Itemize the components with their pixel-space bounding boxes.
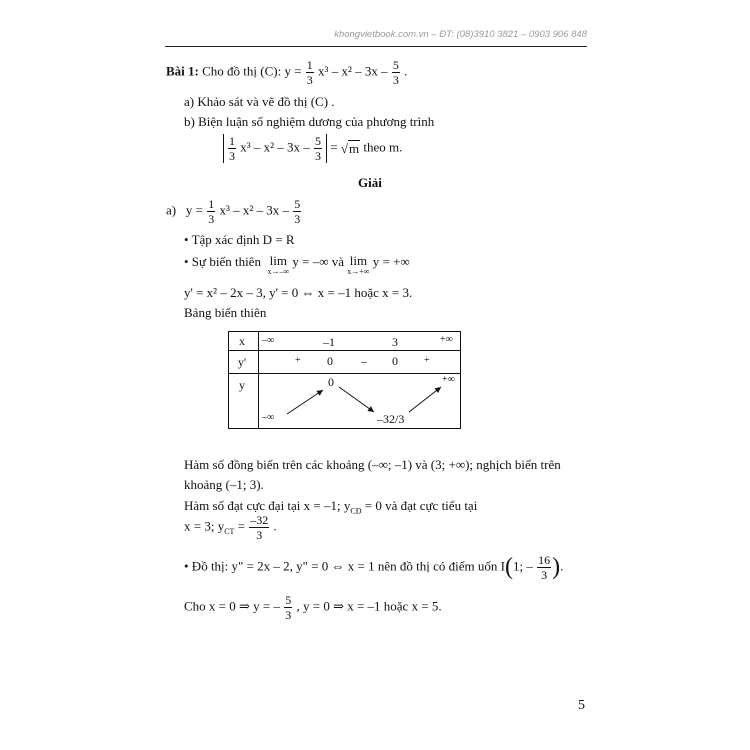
table-y-min: –32/3 xyxy=(377,412,405,426)
table-y-neg-inf: –∞ xyxy=(262,412,275,423)
variation-table xyxy=(228,331,461,429)
y-equals: y = xyxy=(185,202,203,218)
derivative-line: y' = x² – 2x – 3, y' = 0 ⇔ x = –1 hoặc x = 3. xyxy=(184,285,413,300)
fraction: $\frac{1}{3}$ xyxy=(208,197,215,226)
extrema-line-2: x = 3; $y_{CT}$ = $\frac{-32}{3}$ . xyxy=(184,513,277,542)
limit: lim x→–∞ xyxy=(267,253,290,276)
table-x-value: +∞ xyxy=(440,334,453,345)
square-root: √m xyxy=(340,140,360,156)
fraction: $\frac{5}{3}$ xyxy=(294,197,301,226)
page-number: 5 xyxy=(578,698,585,713)
solution-title: Giải xyxy=(358,175,382,190)
variation-arrows xyxy=(229,332,460,428)
equals-sign: = xyxy=(330,139,338,155)
table-yp-value: 0 xyxy=(327,354,333,368)
part-b: b) Biện luận số nghiệm dương của phương trình xyxy=(184,114,435,129)
fraction: $\frac{5}{3}$ xyxy=(285,593,292,622)
fraction: $\frac{-32}{3}$ xyxy=(250,513,269,542)
table-yp-label: y' xyxy=(238,355,247,369)
table-x-value: 3 xyxy=(392,335,398,349)
formula-text: x³ – x² – 3x – xyxy=(318,63,388,79)
arrow-down xyxy=(339,387,374,412)
problem-intro: Cho đồ thị (C): y = xyxy=(202,63,302,79)
formula-end: . xyxy=(404,63,408,79)
label-a: a) xyxy=(166,202,177,218)
table-x-value: –1 xyxy=(323,335,335,349)
fraction: $\frac{1}{3}$ xyxy=(229,134,235,163)
table-title: Bảng biến thiên xyxy=(184,305,267,320)
solution-a xyxy=(166,198,302,225)
table-x-value: –∞ xyxy=(262,335,275,346)
domain-line: • Tập xác định D = R xyxy=(184,232,295,247)
table-yp-value: + xyxy=(424,355,430,366)
table-yp-value: – xyxy=(361,354,367,368)
limit: lim x→+∞ xyxy=(347,253,370,276)
fraction: $\frac{16}{3}$ xyxy=(538,553,551,582)
table-yp-value: + xyxy=(295,355,301,366)
problem-label: Bài 1: xyxy=(166,63,199,79)
monotonic-line: Hàm số đồng biến trên các khoảng (–∞; –1) và (3; +∞); nghịch biến trên xyxy=(184,457,561,472)
variation-label: • Sự biến thiên xyxy=(184,254,261,269)
arrow-up xyxy=(409,387,441,412)
table-y-max: 0 xyxy=(328,375,334,389)
equation xyxy=(223,134,402,163)
fraction: $\frac{1}{3}$ xyxy=(306,58,313,87)
equation-text: x³ – x² – 3x – xyxy=(240,139,310,155)
limit-value: y = +∞ xyxy=(372,254,410,269)
intercepts-line: Cho x = 0 ⇒ y = – $\frac{5}{3}$ , y = 0 ⇒ x = –1 hoặc x = 5. xyxy=(184,593,442,622)
table-x-label: x xyxy=(239,334,245,348)
formula-text: x³ – x² – 3x – xyxy=(219,202,289,218)
equation-tail: theo m. xyxy=(363,139,403,155)
arrow-up xyxy=(287,390,323,414)
page-header: khongvietbook.com.vn – ĐT: (08)3910 3821 – 0903 906 848 xyxy=(334,29,587,40)
absolute-value xyxy=(223,134,327,163)
header-rule xyxy=(165,46,587,47)
fraction: $\frac{5}{3}$ xyxy=(315,134,322,163)
table-y-label: y xyxy=(239,378,245,392)
extrema-line: Hàm số đạt cực đại tại x = –1; $y_{CĐ} = 0$ và đạt cực tiểu tại xyxy=(184,498,478,516)
fraction: $\frac{5}{3}$ xyxy=(392,58,399,87)
limit-value: y = –∞ và xyxy=(292,254,345,269)
table-yp-value: 0 xyxy=(392,354,398,368)
table-y-pos-inf: +∞ xyxy=(442,374,455,385)
monotonic-line-2: khoảng (–1; 3). xyxy=(184,477,264,492)
graph-line: • Đồ thị: y" = 2x – 2, y" = 0 ⇔ x = 1 nên đồ thị có điểm uốn I(1; – $\frac{16}{3}$ ). xyxy=(184,553,564,582)
variation-line xyxy=(184,254,410,276)
part-a: a) Khảo sát và vẽ đồ thị (C) . xyxy=(184,94,335,109)
problem-statement xyxy=(166,59,407,86)
